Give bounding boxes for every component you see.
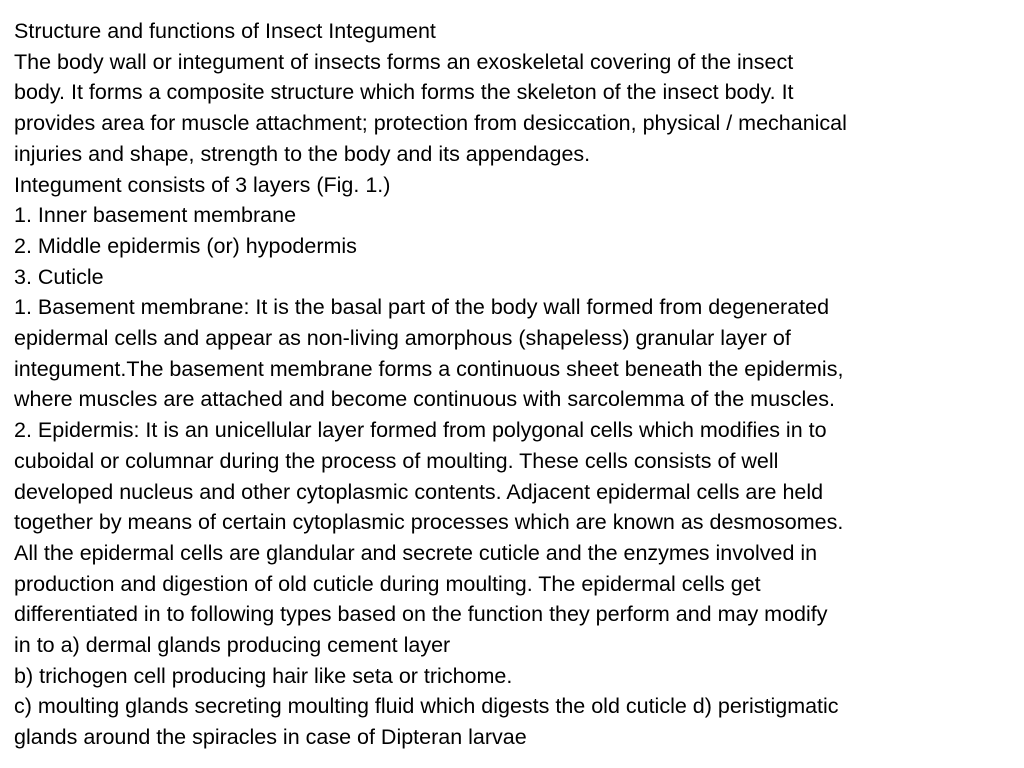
layer-item: 1. Inner basement membrane <box>14 203 297 228</box>
document-title: Structure and functions of Insect Integument <box>14 19 436 43</box>
epidermis-line: b) trichogen cell producing hair like seta or trichome. <box>14 663 513 688</box>
epidermis-line: 2. Epidermis: It is an unicellular layer formed from polygonal cells which modifies in to <box>14 418 827 443</box>
epidermis-line: differentiated in to following types based on the function they perform and may modify <box>14 602 828 627</box>
layer-item: 3. Cuticle <box>14 264 104 289</box>
epidermis-line: cuboidal or columnar during the process of moulting. These cells consists of well <box>14 448 779 473</box>
epidermis-line: in to a) dermal glands producing cement layer <box>14 633 451 658</box>
epidermis-line: All the epidermal cells are glandular and secrete cuticle and the enzymes involved in <box>14 540 818 565</box>
epidermis-line: together by means of certain cytoplasmic processes which are known as desmosomes. <box>14 510 844 535</box>
document-body <box>14 16 1014 753</box>
epidermis-line: c) moulting glands secreting moulting fluid which digests the old cuticle d) peristigmatic <box>14 694 839 719</box>
layer-item: 2. Middle epidermis (or) hypodermis <box>14 233 357 258</box>
basement-line: where muscles are attached and become continuous with sarcolemma of the muscles. <box>14 387 835 412</box>
epidermis-paragraph <box>14 415 1014 753</box>
intro-paragraph <box>14 47 1014 170</box>
intro-line: body. It forms a composite structure which forms the skeleton of the insect body. It <box>14 80 794 105</box>
intro-line: provides area for muscle attachment; protection from desiccation, physical / mechanical <box>14 111 847 136</box>
basement-line: epidermal cells and appear as non-living amorphous (shapeless) granular layer of <box>14 326 791 351</box>
basement-line: integument.The basement membrane forms a continuous sheet beneath the epidermis, <box>14 356 844 381</box>
basement-line: 1. Basement membrane: It is the basal part of the body wall formed from degenerated <box>14 295 830 320</box>
epidermis-line: production and digestion of old cuticle during moulting. The epidermal cells get <box>14 571 761 596</box>
epidermis-line: developed nucleus and other cytoplasmic contents. Adjacent epidermal cells are held <box>14 479 824 504</box>
layers-list <box>14 200 1014 292</box>
layers-heading: Integument consists of 3 layers (Fig. 1.) <box>14 172 391 197</box>
intro-line: injuries and shape, strength to the body and its appendages. <box>14 141 591 166</box>
epidermis-line: glands around the spiracles in case of Dipteran larvae <box>14 725 527 750</box>
intro-line: The body wall or integument of insects forms an exoskeletal covering of the insect <box>14 49 794 74</box>
basement-membrane-paragraph <box>14 292 1014 415</box>
